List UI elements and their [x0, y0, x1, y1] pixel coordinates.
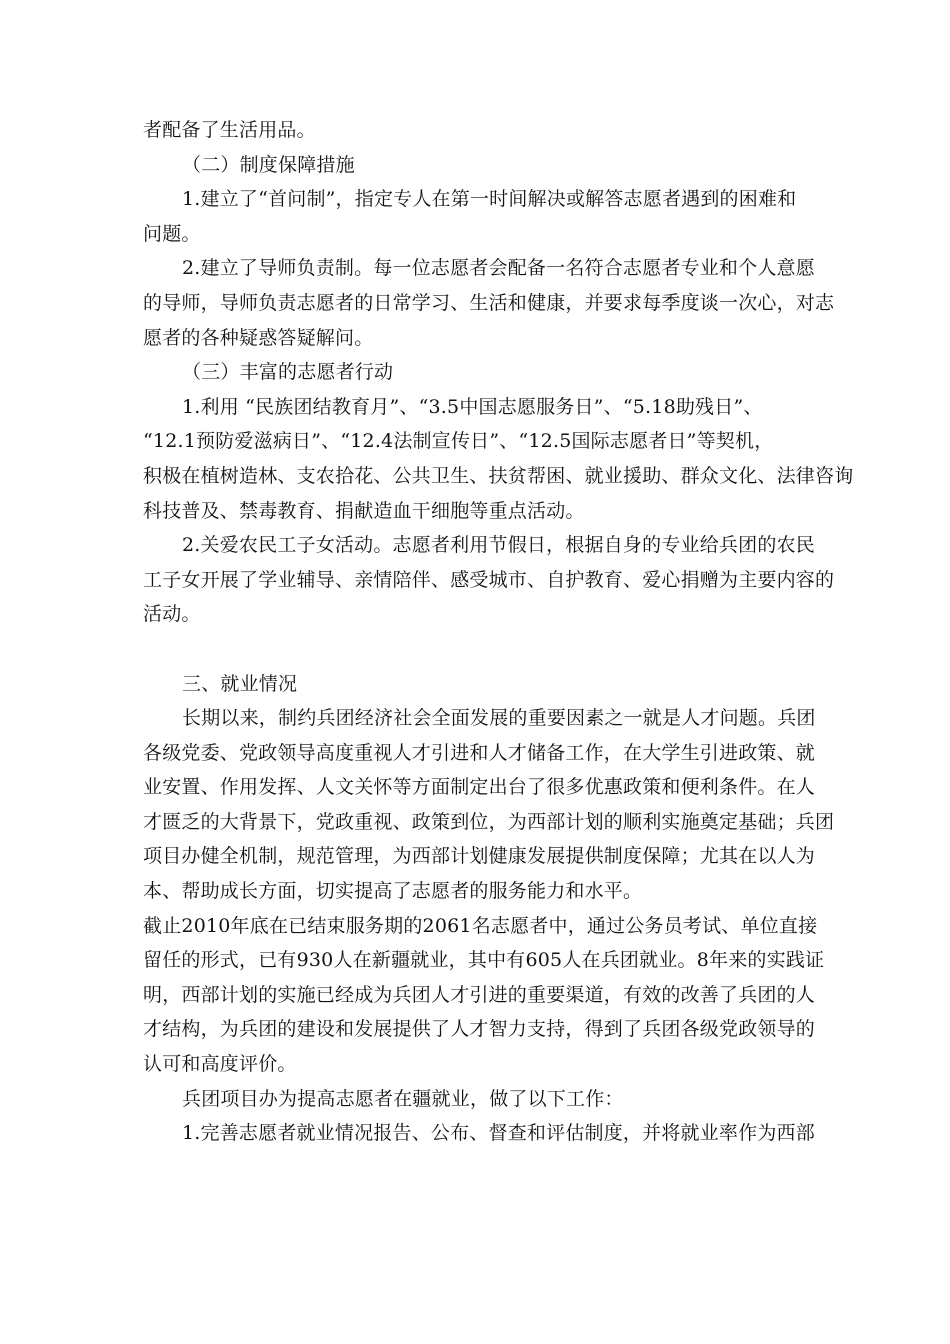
paragraph-line: 留任的形式，已有930人在新疆就业，其中有605人在兵团就业。8年来的实践证	[143, 949, 825, 972]
paragraph-line: 认可和高度评价。	[143, 1053, 297, 1076]
paragraph-line: 各级党委、党政领导高度重视人才引进和人才储备工作，在大学生引进政策、就	[143, 741, 816, 764]
section-heading-volunteer-actions: （三）丰富的志愿者行动	[182, 361, 394, 384]
paragraph-line: 明，西部计划的实施已经成为兵团人才引进的重要渠道，有效的改善了兵团的人	[143, 983, 816, 1006]
paragraph-line: 2.建立了导师负责制。每一位志愿者会配备一名符合志愿者专业和个人意愿	[182, 257, 815, 280]
paragraph-line: 积极在植树造林、支农拾花、公共卫生、扶贫帮困、就业援助、群众文化、法律咨询	[143, 464, 854, 487]
section-heading-employment: 三、就业情况	[182, 672, 298, 695]
paragraph-line: 截止2010年底在已结束服务期的2061名志愿者中，通过公务员考试、单位直接	[143, 914, 818, 937]
paragraph-gap	[143, 632, 810, 667]
section-heading-system-guarantee: （二）制度保障措施	[182, 153, 355, 176]
paragraph-line: 1.完善志愿者就业情况报告、公布、督查和评估制度，并将就业率作为西部	[182, 1122, 815, 1145]
paragraph-line: 兵团项目办为提高志愿者在疆就业，做了以下工作：	[182, 1087, 624, 1110]
paragraph-line: 才匮乏的大背景下，党政重视、政策到位，为西部计划的顺利实施奠定基础；兵团	[143, 810, 835, 833]
document-body	[143, 113, 854, 1151]
paragraph-line: 本、帮助成长方面，切实提高了志愿者的服务能力和水平。	[143, 880, 643, 903]
paragraph-line: 愿者的各种疑惑答疑解问。	[143, 326, 374, 349]
paragraph-line: 业安置、作用发挥、人文关怀等方面制定出台了很多优惠政策和便利条件。在人	[143, 776, 816, 799]
paragraph-line: 1.利用 “民族团结教育月”、“3.5中国志愿服务日”、“5.18助残日”、	[182, 395, 763, 418]
paragraph-line: 科技普及、禁毒教育、捐献造血干细胞等重点活动。	[143, 499, 585, 522]
paragraph-line: 问题。	[143, 222, 201, 245]
paragraph-line: 的导师，导师负责志愿者的日常学习、生活和健康，并要求每季度谈一次心，对志	[143, 291, 835, 314]
paragraph-line: “12.1预防爱滋病日”、“12.4法制宣传日”、“12.5国际志愿者日”等契机，	[143, 430, 774, 453]
paragraph-line: 才结构，为兵团的建设和发展提供了人才智力支持，得到了兵团各级党政领导的	[143, 1018, 816, 1041]
paragraph-line: 长期以来，制约兵团经济社会全面发展的重要因素之一就是人才问题。兵团	[182, 707, 816, 730]
paragraph-line: 工子女开展了学业辅导、亲情陪伴、感受城市、自护教育、爱心捐赠为主要内容的	[143, 568, 835, 591]
paragraph-line: 者配备了生活用品。	[143, 119, 316, 141]
paragraph-line: 2.关爱农民工子女活动。志愿者利用节假日，根据自身的专业给兵团的农民	[182, 534, 815, 557]
paragraph-line: 1.建立了“首问制”，指定专人在第一时间解决或解答志愿者遇到的困难和	[182, 188, 797, 211]
paragraph-line: 活动。	[143, 603, 201, 626]
paragraph-line: 项目办健全机制，规范管理，为西部计划健康发展提供制度保障；尤其在以人为	[143, 845, 816, 868]
